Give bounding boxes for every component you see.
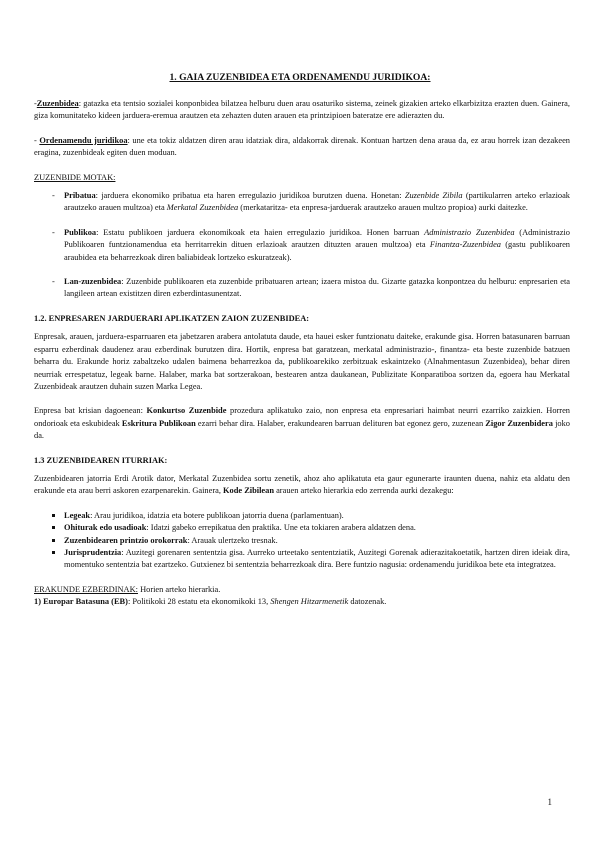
- term: Publikoa: [64, 227, 97, 237]
- italic-term: Finantza-Zuzenbidea: [429, 240, 501, 250]
- text: Enpresa bat krisian dagoenean:: [34, 406, 147, 416]
- text: Horien arteko hierarkia.: [137, 584, 221, 594]
- text: datozenak.: [348, 597, 387, 607]
- paragraph-iturriak: [34, 473, 570, 498]
- definition-text: : gatazka eta tentsio sozialei konponbidea bilatzea helburu duen arau osaturiko sistema, zeinek gizakien arteko elkarbizitza erazten duen. Gainera, giza komunitateko kideen jarduera-eremua arautzen eta zehazten duten arauen eta printzipioen bateratze ere adierazten du.: [34, 99, 570, 121]
- list-item: [34, 535, 570, 547]
- term: Pribatua: [64, 191, 96, 201]
- term: Ordenamendu juridikoa: [39, 135, 128, 145]
- text: (gastu publikoaren araubidea eta beharrezkoak diren baliabideak lortzeko eskuratzeak).: [64, 240, 570, 262]
- term: Jurisprudentzia: [64, 547, 122, 557]
- bold-term: 1) Europar Batasuna (EB): [34, 597, 128, 607]
- text: prozedura aplikatuko zaio, non enpresa eta enpresariari haimbat neurri ezarriko zaizkien. Horren ondorioak eta eskubideak: [34, 406, 570, 428]
- term: Lan-zuzenbidea: [64, 277, 122, 287]
- erakunde-line-eb: [34, 596, 570, 608]
- term: Zuzenbidea: [36, 99, 79, 108]
- text: : Zuzenbide publikoaren eta zuzenbide pribatuaren artean; izaera mistoa du. Gizarte gatazka konpontzea du helburu: enpresarien eta langileen artean existitzen diren ezberdintasunentzat.: [64, 277, 570, 299]
- list-item-pribatua: [34, 190, 570, 215]
- italic-term: Shengen Hitzarmenetik: [270, 597, 349, 607]
- text: (partikularren arteko erlazioak arautzeko arauen multzoa) eta: [64, 191, 570, 213]
- italic-term: Merkatal Zuzenbidea: [166, 203, 239, 213]
- list-item: [34, 522, 570, 534]
- list-item-publikoa: [34, 227, 570, 264]
- italic-term: Administrazio Zuzenbidea: [424, 227, 515, 237]
- iturriak-list: [34, 510, 570, 572]
- motak-list: [34, 190, 570, 301]
- text: : Arau juridikoa, idatzia eta botere publikoan jatorria duena (parlamentuan).: [90, 510, 344, 520]
- text: : Estatu publikoen jarduera ekonomikoak eta haien erregulazio juridikoa. Honen barruan: [96, 227, 425, 237]
- bold-term: Kode Zibilean: [223, 486, 274, 496]
- italic-term: Zuzenbide Zibila: [404, 191, 463, 201]
- bold-term: Eskritura Publikoan: [121, 418, 196, 428]
- section-heading-motak: ZUZENBIDE MOTAK:: [34, 172, 116, 182]
- term: Zuzenbidearen printzio orokorrak: [64, 535, 188, 545]
- text: : Auzitegi gorenaren sententzia gisa. Aurreko urteetako sententziatik, Auzitegi Gorenak adierazitakoetatik, hartzen diren ideiak dira, momentuko sententzia bat ezartzeko. Gutxienez bi sententzia beharrezkoak dira. Bere funtzio nagusia: ordenamendu juridikoa bete eta integratzea.: [64, 547, 570, 570]
- text: joko da.: [34, 418, 570, 441]
- paragraph-krisia: [34, 405, 570, 442]
- list-item: [34, 547, 570, 572]
- text: (Administrazio Publikoaren funtzionamendua eta herritarrekin dituen erlazioak arautzen dituzten arauen multzoa) eta: [64, 227, 570, 250]
- page-title: 1. GAIA ZUZENBIDEA ETA ORDENAMENDU JURIDIKOA:: [169, 72, 431, 83]
- text: (merkataritza- eta enpresa-jarduerak arautzeko arauen multzo propioa) aurki daitezke.: [238, 203, 528, 213]
- text: arauen arteko hierarkia edo zerrenda aurki dezakegu:: [274, 486, 454, 496]
- section-heading-erakunde: [34, 584, 570, 596]
- bold-term: Konkurtso Zuzenbide: [146, 406, 227, 416]
- section-heading-1-2: 1.2. ENPRESAREN JARDUERARI APLIKATZEN ZAION ZUZENBIDEA:: [34, 313, 310, 323]
- paragraph: Enpresak, arauen, jarduera-esparruaren eta jabetzaren arabera antolatuta daude, eta hauei esker funtzionatu daiteke, erakunde gisa. Horren batasunaren barruan esparru ezberdinak daudenez arau ezberdinak burutzen dira. Hortik, enpresa bat garatzean, merkatal administrazio-, finantza- eta beste zuzenbide batzuen beharra du. Erakunde horiz zabaltzeko udalen baimena beharrezkoa da, publikoarekiko zerbitzuak eskaintzeko (Alnahmentasun Zuzenbidea), behar diren neurriak errespetatuz, legeak barne. Halaber, marka bat sortzerakoan, bestearen antza daukanean, Publizitate Konparatiboa sortzen da, egoera hau Merkatal Zuzenbideak arautzen duhain suzen Marka Legea.: [34, 332, 570, 391]
- bold-term: Zigor Zuzenbidera: [485, 418, 553, 428]
- list-item: [34, 510, 570, 522]
- term: Legeak: [64, 510, 91, 520]
- text: ezarri behar dira. Halaber, erakundearen barruan delituren bat egonez gero, zuzenean: [195, 418, 486, 428]
- text: : Politikoki 28 estatu eta ekonomikoki 13,: [127, 597, 271, 607]
- text: : jarduera ekonomiko pribatua eta haren erregulazio juridikoa burutzen duena. Honetan:: [95, 191, 405, 201]
- definition-text: : une eta tokiz aldatzen diren arau idatziak dira, aldakorrak direnak. Kontuan hartzen dena araua da, ez arau horrek izan dezakeen eragina, zuzenbideak egiten duen moduan.: [34, 135, 570, 158]
- text: : Idatzi gabeko errepikatua den praktika. Une eta tokiaren arabera aldatzen dena.: [146, 523, 416, 533]
- definition-zuzenbidea: -Zuzenbidea: gatazka eta tentsio sozialei konponbidea bilatzea helburu duen arau osaturiko sistema, zeinek gizakien arteko elkarbizitza erazten duen. Gainera, giza komunitateko kideen jarduera-eremua arautzen eta zehazten duten arauen eta printzipioen bateratze ere adierazten du.: [34, 99, 570, 121]
- term: Ohiturak edo usadioak: [64, 523, 147, 533]
- page-number: 1: [547, 797, 552, 807]
- heading-text: ERAKUNDE EZBERDINAK:: [34, 584, 138, 594]
- section-heading-1-3: 1.3 ZUZENBIDEAREN ITURRIAK:: [34, 455, 168, 465]
- definition-ordenamendu: - Ordenamendu juridikoa: une eta tokiz aldatzen diren arau idatziak dira, aldakorrak direnak. Kontuan hartzen dena araua da, ez arau horrek izan dezakeen eragina, zuzenbideak egiten duen moduan.: [34, 135, 570, 158]
- text: Zuzenbidearen jatorria Erdi Arotik dator, Merkatal Zuzenbidea sortu zenetik, ahoz aho aplikatuta eta gaur egunerarte iraunten duena, nahiz eta aldatu den erakunde eta arau berri askoren ezarpenarekin. Gainera,: [34, 473, 570, 496]
- list-item-lan-zuzenbidea: [34, 276, 570, 301]
- text: : Arauak ulertzeko tresnak.: [187, 535, 278, 545]
- document-body: [34, 98, 570, 609]
